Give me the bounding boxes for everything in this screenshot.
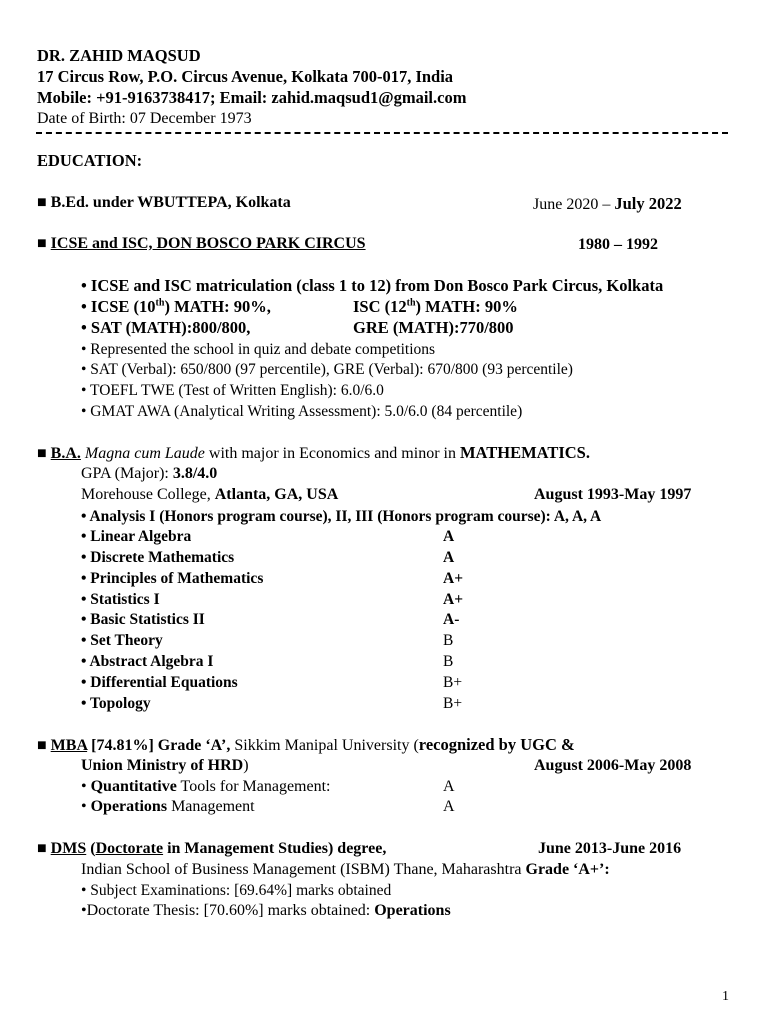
ba-gpa: GPA (Major): 3.8/4.0 <box>81 465 218 482</box>
contact-line: Mobile: +91-9163738417; Email: zahid.maqsud1@gmail.com <box>37 88 467 107</box>
isc-math: ISC (12th) MATH: 90% <box>353 297 518 316</box>
course-grade: B <box>443 632 454 649</box>
course-grade: A <box>443 549 455 566</box>
bullet-icon: ■ <box>37 737 47 754</box>
course-grade: A+ <box>443 570 464 587</box>
dms-school: Indian School of Business Management (ISBM) Thane, Maharashtra Grade ‘A+’: <box>81 861 610 878</box>
dms-dates: June 2013-June 2016 <box>538 840 682 857</box>
icse-item-4: • TOEFL TWE (Test of Written English): 6.0/6.0 <box>81 382 384 399</box>
course-name: • Basic Statistics II <box>81 611 205 628</box>
bed-dates <box>533 194 682 215</box>
ba-analysis: • Analysis I (Honors program course), II, III (Honors program course): A, A, A <box>81 508 602 525</box>
candidate-name: DR. ZAHID MAQSUD <box>37 46 201 65</box>
course-grade: B+ <box>443 674 463 691</box>
ba-college: Morehouse College, Atlanta, GA, USA <box>81 486 339 503</box>
course-name: • Abstract Algebra I <box>81 653 214 670</box>
course-grade: A <box>443 528 455 545</box>
sat-math: • SAT (MATH):800/800, <box>81 318 251 337</box>
course-grade: B <box>443 653 454 670</box>
ba-degree: B.A. <box>50 445 81 462</box>
course-name: • Linear Algebra <box>81 528 192 545</box>
ba-minor: MATHEMATICS. <box>459 443 590 462</box>
course-grade: A+ <box>443 591 464 608</box>
ba-entry <box>37 443 590 464</box>
bed-entry <box>37 193 291 213</box>
icse-item-2: • Represented the school in quiz and debate competitions <box>81 341 436 358</box>
mba-entry: ■ MBA [74.81%] Grade ‘A’, Sikkim Manipal University (recognized by UGC & <box>37 735 575 754</box>
icse-item-1: • ICSE and ISC matriculation (class 1 to 12) from Don Bosco Park Circus, Kolkata <box>81 276 664 295</box>
date-of-birth: Date of Birth: 07 December 1973 <box>37 110 252 127</box>
bullet-icon: ■ <box>37 445 47 462</box>
education-heading: EDUCATION: <box>37 151 143 170</box>
dms-thesis: •Doctorate Thesis: [70.60%] marks obtained: Operations <box>81 902 451 919</box>
mba-course-2-grade: A <box>443 798 455 815</box>
bullet-icon: ■ <box>37 235 47 252</box>
course-name: • Topology <box>81 695 151 712</box>
mba-dates: August 2006-May 2008 <box>534 757 692 774</box>
gre-math: GRE (MATH):770/800 <box>353 318 514 337</box>
ba-dates: August 1993-May 1997 <box>534 486 692 503</box>
dms-subject: • Subject Examinations: [69.64%] marks obtained <box>81 882 392 899</box>
bed-title: B.Ed. under WBUTTEPA, Kolkata <box>50 194 291 211</box>
icse-math: • ICSE (10th) MATH: 90%, <box>81 297 271 316</box>
course-grade: A- <box>443 611 460 628</box>
icse-item-3: • SAT (Verbal): 650/800 (97 percentile), GRE (Verbal): 670/800 (93 percentile) <box>81 361 573 378</box>
dms-entry: ■ DMS (Doctorate in Management Studies) degree, <box>37 840 387 857</box>
bed-date-start: June 2020 – <box>533 196 615 213</box>
bed-date-end: July 2022 <box>614 194 682 213</box>
icse-dates: 1980 – 1992 <box>578 236 658 253</box>
course-name: • Discrete Mathematics <box>81 549 235 566</box>
mba-course-1: • Quantitative Tools for Management: <box>81 778 331 795</box>
icse-item-5: • GMAT AWA (Analytical Writing Assessment): 5.0/6.0 (84 percentile) <box>81 403 523 420</box>
course-name: • Set Theory <box>81 632 163 649</box>
mba-course-1-grade: A <box>443 778 455 795</box>
mba-ministry: Union Ministry of HRD) <box>81 757 249 774</box>
course-name: • Differential Equations <box>81 674 238 691</box>
ba-major: with major in Economics and minor in <box>204 445 460 462</box>
icse-entry <box>37 234 366 254</box>
bullet-icon: ■ <box>37 840 47 857</box>
address: 17 Circus Row, P.O. Circus Avenue, Kolkata 700-017, India <box>37 67 454 86</box>
page-number: 1 <box>722 989 729 1004</box>
course-name: • Statistics I <box>81 591 160 608</box>
bullet-icon: ■ <box>37 194 47 211</box>
course-name: • Principles of Mathematics <box>81 570 264 587</box>
mba-course-2: • Operations Management <box>81 798 255 815</box>
ba-honor: Magna cum Laude <box>84 445 205 462</box>
icse-title: ICSE and ISC, DON BOSCO PARK CIRCUS <box>50 235 366 252</box>
section-divider <box>36 132 728 134</box>
course-grade: B+ <box>443 695 463 712</box>
